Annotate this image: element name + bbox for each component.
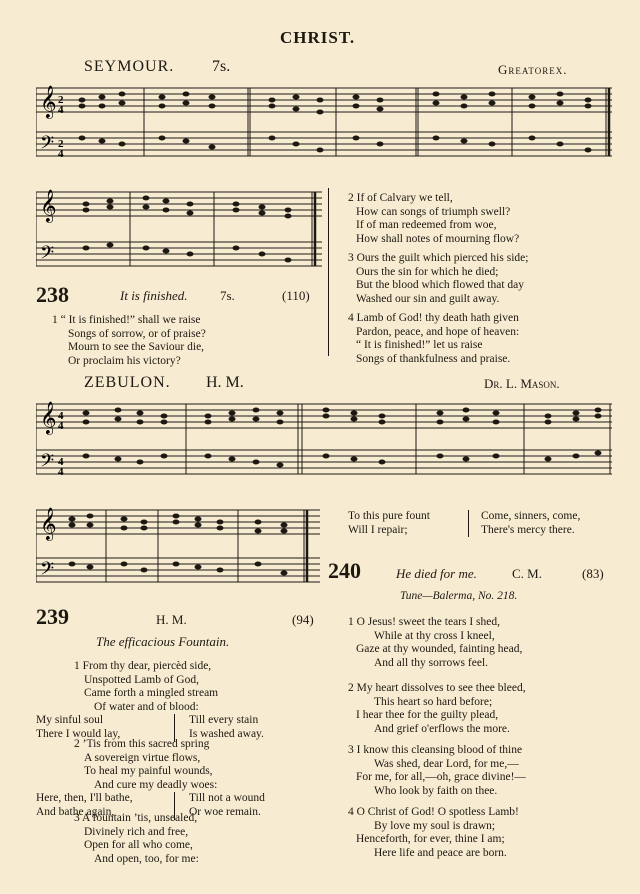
music-score-seymour-2 — [36, 186, 322, 276]
verse-line: And open, too, for me: — [94, 852, 199, 865]
split-left: Here, then, I'll bathe, — [36, 792, 133, 805]
split-left: There I would lay, — [36, 727, 121, 740]
tune-meter-seymour: 7s. — [212, 58, 231, 75]
split-right: Come, sinners, come, — [468, 510, 580, 524]
tune-meter-zebulon: H. M. — [206, 374, 244, 391]
split-left: And bathe again, — [36, 805, 115, 818]
verse-line: 3 Ours the guilt which pierced his side; — [348, 252, 529, 264]
split-right: Or woe remain. — [174, 806, 261, 820]
verse-line: Unspotted Lamb of God, — [84, 673, 199, 686]
verse-line: Ours the sin for which he died; — [356, 265, 499, 278]
verse-238-3 — [348, 252, 528, 306]
verse-line: Divinely rich and free, — [84, 825, 189, 838]
verse-238-4 — [348, 312, 519, 366]
hymn-number-240: 240 — [328, 558, 361, 583]
verse-line: But the blood which flowed that day — [356, 279, 524, 292]
hymn-title-238: It is finished. — [120, 288, 188, 303]
verse-line: 3 A fountain ’tis, unsealed, — [74, 812, 198, 824]
hymn-title-239: The efficacious Fountain. — [96, 634, 230, 649]
verse-line: A sovereign virtue flows, — [84, 751, 201, 764]
verse-line: 1 O Jesus! sweet the tears I shed, — [348, 616, 501, 628]
hymn-ref-239: (94) — [292, 612, 314, 627]
verse-line: Washed our sin and guilt away. — [356, 292, 500, 305]
svg-text:𝄢: 𝄢 — [40, 559, 55, 584]
svg-text:4: 4 — [58, 410, 64, 422]
verse-line: For me, for all,—oh, grace divine!— — [356, 771, 526, 784]
verse-line: Pardon, peace, and hope of heaven: — [356, 325, 520, 338]
svg-text:𝄞: 𝄞 — [40, 401, 57, 434]
hymn-239-continuation — [348, 510, 610, 537]
hymn-title-240: He died for me. — [396, 566, 477, 581]
tune-composer-zebulon: Dr. L. Mason. — [484, 376, 560, 391]
verse-line: And cure my deadly woes: — [94, 778, 218, 791]
verse-line: Here life and peace are born. — [374, 846, 507, 859]
verse-line: 4 Lamb of God! thy death hath given — [348, 312, 519, 324]
svg-text:4: 4 — [58, 456, 64, 468]
verse-239-2 — [36, 738, 306, 820]
split-right: Is washed away. — [174, 728, 264, 742]
tune-name-seymour: SEYMOUR. — [84, 58, 175, 75]
verse-line: 3 I know this cleansing blood of thine — [348, 744, 523, 756]
verse-240-2 — [348, 682, 526, 736]
verse-line: To heal my painful wounds, — [84, 765, 213, 778]
verse-line: By love my soul is drawn; — [374, 819, 496, 832]
hymn-ref-240: (83) — [582, 566, 604, 581]
tune-reference-240: Tune—Balerma, No. 218. — [400, 590, 518, 602]
verse-line: Of water and of blood: — [94, 700, 199, 713]
tune-composer-seymour: Greatorex. — [498, 62, 568, 77]
hymn-ref-238: (110) — [282, 288, 310, 303]
svg-text:𝄢: 𝄢 — [40, 451, 55, 476]
svg-text:4: 4 — [58, 148, 64, 160]
svg-text:𝄢: 𝄢 — [40, 133, 55, 158]
verse-line: How shall notes of mourning flow? — [356, 232, 520, 245]
split-row — [348, 510, 610, 524]
split-row — [36, 714, 306, 728]
verse-line: 1 From thy dear, piercèd side, — [74, 660, 212, 672]
split-left: My sinful soul — [36, 714, 104, 727]
split-left: Will I repair; — [348, 523, 408, 536]
split-row — [36, 792, 306, 806]
verse-line: Open for all who come, — [84, 839, 193, 852]
verse-240-1 — [348, 616, 522, 670]
verse-line: Henceforth, for ever, thine I am; — [356, 833, 505, 846]
verse-line: And grief o'erflows the more. — [374, 722, 510, 735]
svg-text:𝄞: 𝄞 — [40, 85, 57, 118]
verse-240-3 — [348, 744, 526, 798]
split-right: There's mercy there. — [468, 524, 575, 538]
svg-text:𝄞: 𝄞 — [40, 189, 57, 222]
verse-line: 4 O Christ of God! O spotless Lamb! — [348, 806, 519, 818]
verse-line: And all thy sorrows feel. — [374, 656, 489, 669]
verse-line: How can songs of triumph swell? — [356, 205, 511, 218]
verse-line: I hear thee for the guilty plead, — [356, 709, 499, 722]
verse-line: Came forth a mingled stream — [84, 687, 219, 700]
tune-name-zebulon: ZEBULON. — [84, 374, 171, 391]
verse-line: Was shed, dear Lord, for me,— — [374, 757, 519, 770]
verse-238-2 — [348, 192, 519, 246]
verse-line: Or proclaim his victory? — [68, 354, 181, 367]
verse-line: Songs of thankfulness and praise. — [356, 352, 511, 365]
page-heading: CHRIST. — [280, 28, 356, 47]
verse-239-1 — [36, 660, 306, 742]
verse-line: Mourn to see the Saviour die, — [68, 341, 205, 354]
hymn-meter-240: C. M. — [512, 566, 542, 581]
svg-text:𝄢: 𝄢 — [40, 243, 55, 268]
svg-text:4: 4 — [58, 420, 64, 432]
verse-line: 2 ’Tis from this sacred spring — [74, 738, 210, 750]
music-score-seymour-1 — [36, 82, 612, 168]
verse-line: “ It is finished!” let us raise — [356, 339, 483, 352]
svg-text:2: 2 — [58, 94, 64, 106]
hymn-meter-239: H. M. — [156, 612, 187, 627]
verse-240-4 — [348, 806, 519, 860]
column-divider — [328, 188, 329, 356]
music-score-zebulon-2 — [36, 504, 320, 594]
split-left: To this pure fount — [348, 510, 430, 522]
hymn-meter-238: 7s. — [220, 288, 235, 303]
verse-line: If of man redeemed from woe, — [356, 219, 497, 232]
verse-238-1 — [52, 314, 206, 368]
verse-line: Who look by faith on thee. — [374, 784, 498, 797]
verse-line: Songs of sorrow, or of praise? — [68, 327, 206, 340]
hymn-number-239: 239 — [36, 604, 69, 629]
svg-text:2: 2 — [58, 138, 64, 150]
verse-line: 2 If of Calvary we tell, — [348, 192, 453, 204]
svg-text:4: 4 — [58, 466, 64, 478]
split-row — [348, 524, 610, 538]
verse-line: 1 “ It is finished!” shall we raise — [52, 314, 201, 326]
hymn-number-238: 238 — [36, 282, 69, 307]
svg-text:𝄞: 𝄞 — [40, 507, 57, 540]
verse-line: 2 My heart dissolves to see thee bleed, — [348, 682, 526, 694]
verse-line: This heart so hard before; — [374, 695, 493, 708]
verse-239-3 — [36, 812, 306, 866]
music-score-zebulon-1 — [36, 398, 612, 484]
split-right: Till every stain — [174, 714, 258, 728]
verse-line: While at thy cross I kneel, — [374, 629, 495, 642]
split-right: Till not a wound — [174, 792, 265, 806]
svg-text:4: 4 — [58, 104, 64, 116]
verse-line: Gaze at thy wounded, fainting head, — [356, 643, 523, 656]
